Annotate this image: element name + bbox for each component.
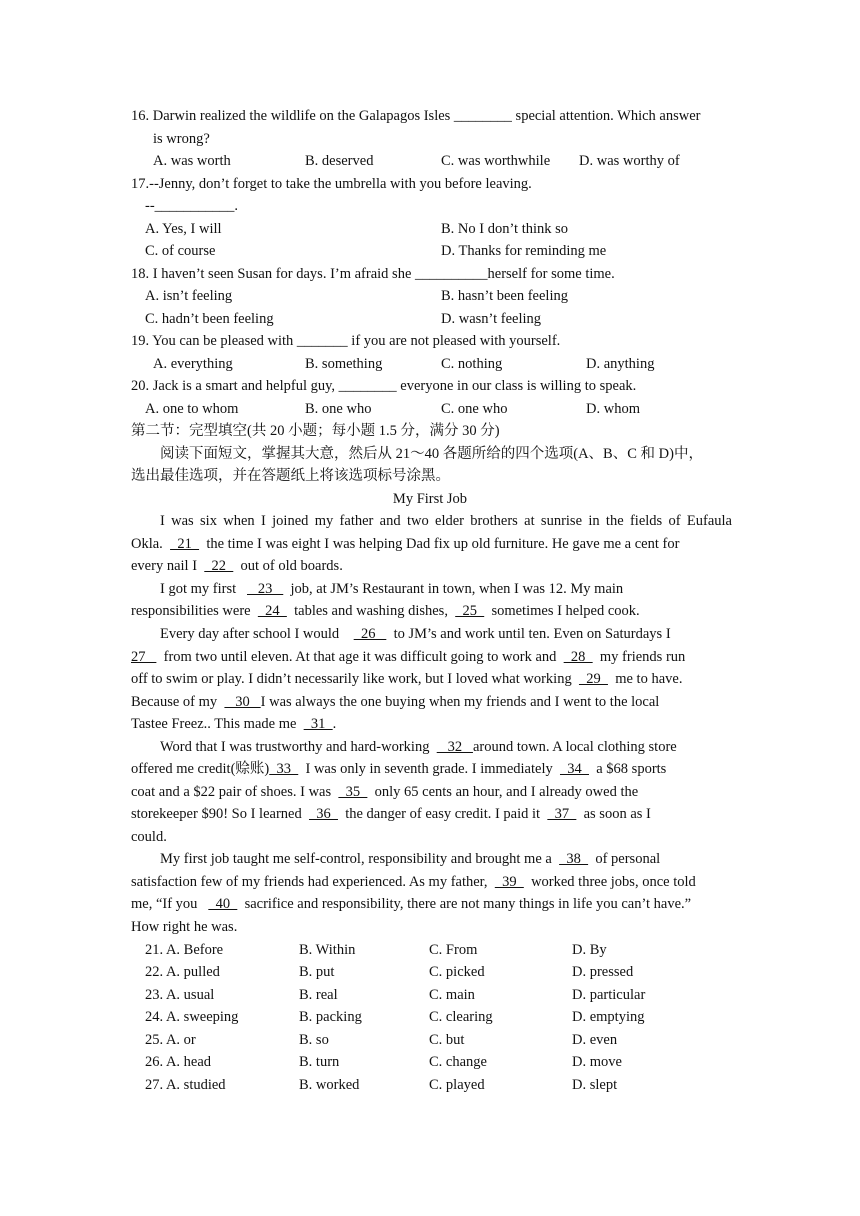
- q17-option-a: A. Yes, I will: [145, 221, 222, 237]
- option-a: 26. A. head: [145, 1054, 212, 1070]
- blank-29: 29: [578, 671, 608, 687]
- option-c: C. main: [429, 987, 475, 1003]
- blank-32: 32: [436, 739, 473, 755]
- option-a: 23. A. usual: [145, 987, 215, 1003]
- blank-26: 26: [353, 626, 387, 642]
- option-a: 24. A. sweeping: [145, 1009, 239, 1025]
- passage-p1-line3: every nail I 22 out of old boards.: [131, 558, 343, 574]
- question-17-answer-line: --___________.: [145, 198, 239, 214]
- passage-p2-line2: responsibilities were 24 tables and washing dishes, 25 sometimes I helped cook.: [131, 603, 640, 619]
- blank-35: 35: [338, 784, 368, 800]
- option-c: C. played: [429, 1077, 485, 1093]
- passage-p4-line2: offered me credit(赊账) 33 I was only in seventh grade. I immediately 34 a $68 sports: [131, 761, 667, 777]
- blank-38: 38: [559, 851, 589, 867]
- passage-p1-line2: Okla. 21 the time I was eight I was helping Dad fix up old furniture. He gave me a cent for: [131, 536, 680, 552]
- q19-option-c: C. nothing: [441, 356, 503, 372]
- option-c: C. clearing: [429, 1009, 493, 1025]
- question-18-stem: 18. I haven’t seen Susan for days. I’m afraid she __________herself for some time.: [131, 266, 615, 282]
- q16-option-d: D. was worthy of: [579, 153, 680, 169]
- option-d: D. emptying: [572, 1009, 645, 1025]
- passage-p2-line1: I got my first 23 job, at JM’s Restaurant in town, when I was 12. My main: [160, 581, 624, 597]
- q19-option-b: B. something: [305, 356, 383, 372]
- blank-36: 36: [308, 806, 338, 822]
- q17-option-d: D. Thanks for reminding me: [441, 243, 607, 259]
- blank-22: 22: [204, 558, 234, 574]
- q18-option-a: A. isn’t feeling: [145, 288, 233, 304]
- option-d: D. By: [572, 942, 607, 958]
- blank-28: 28: [563, 649, 593, 665]
- q20-option-a: A. one to whom: [145, 401, 239, 417]
- passage-p5-line4: How right he was.: [131, 919, 238, 935]
- q18-option-c: C. hadn’t been feeling: [145, 311, 274, 327]
- blank-31: 31: [303, 716, 333, 732]
- q16-option-b: B. deserved: [305, 153, 374, 169]
- q18-option-b: B. hasn’t been feeling: [441, 288, 568, 304]
- q19-option-d: D. anything: [586, 356, 655, 372]
- blank-37: 37: [547, 806, 577, 822]
- option-b: B. put: [299, 964, 335, 980]
- blank-24: 24: [257, 603, 287, 619]
- question-19-stem: 19. You can be pleased with _______ if you are not pleased with yourself.: [131, 333, 561, 349]
- option-c: C. but: [429, 1032, 465, 1048]
- question-16-stem: 16. Darwin realized the wildlife on the Galapagos Isles ________ special attention. Which answer: [131, 108, 701, 124]
- option-d: D. even: [572, 1032, 618, 1048]
- option-d: D. slept: [572, 1077, 618, 1093]
- option-c: C. picked: [429, 964, 485, 980]
- option-b: B. worked: [299, 1077, 360, 1093]
- option-c: C. From: [429, 942, 478, 958]
- q17-option-b: B. No I don’t think so: [441, 221, 569, 237]
- q20-option-d: D. whom: [586, 401, 640, 417]
- option-b: B. so: [299, 1032, 329, 1048]
- section-heading: 第二节：完型填空(共 20 小题；每小题 1.5 分，满分 30 分): [131, 423, 500, 439]
- passage-title: My First Job: [392, 491, 468, 507]
- q20-option-b: B. one who: [305, 401, 372, 417]
- passage-p3-line3: off to swim or play. I didn’t necessarily like work, but I loved what working 29 me to have.: [131, 671, 683, 687]
- q18-option-d: D. wasn’t feeling: [441, 311, 541, 327]
- passage-p4-line3: coat and a $22 pair of shoes. I was 35 only 65 cents an hour, and I already owed the: [131, 784, 639, 800]
- section-instructions-cont: 选出最佳选项，并在答题纸上将该选项标号涂黑。: [131, 468, 450, 484]
- option-a: 21. A. Before: [145, 942, 224, 958]
- option-b: B. packing: [299, 1009, 362, 1025]
- q19-option-a: A. everything: [153, 356, 233, 372]
- option-b: B. real: [299, 987, 338, 1003]
- passage-p4-line1: Word that I was trustworthy and hard-working 32 around town. A local clothing store: [160, 739, 677, 755]
- blank-39: 39: [494, 874, 524, 890]
- blank-30: 30: [224, 694, 261, 710]
- blank-21: 21: [170, 536, 200, 552]
- option-a: 22. A. pulled: [145, 964, 220, 980]
- passage-p5-line2: satisfaction few of my friends had experienced. As my father, 39 worked three jobs, once told: [131, 874, 696, 890]
- passage-p3-line1: Every day after school I would 26 to JM’s and work until ten. Even on Saturdays I: [160, 626, 671, 642]
- passage-p3-line5: Tastee Freez.. This made me 31 .: [131, 716, 337, 732]
- option-a: 25. A. or: [145, 1032, 196, 1048]
- blank-34: 34: [559, 761, 589, 777]
- question-16-stem-cont: is wrong?: [153, 131, 210, 147]
- blank-25: 25: [455, 603, 485, 619]
- blank-23: 23: [247, 581, 284, 597]
- q16-option-a: A. was worth: [153, 153, 231, 169]
- option-c: C. change: [429, 1054, 487, 1070]
- blank-40: 40: [208, 896, 238, 912]
- option-a: 27. A. studied: [145, 1077, 226, 1093]
- passage-p4-line4: storekeeper $90! So I learned 36 the danger of easy credit. I paid it 37 as soon as I: [131, 806, 651, 822]
- option-d: D. particular: [572, 987, 646, 1003]
- passage-p3-line4: Because of my 30 I was always the one buying when my friends and I went to the local: [131, 694, 660, 710]
- q17-option-c: C. of course: [145, 243, 216, 259]
- passage-p3-line2: 27 from two until eleven. At that age it was difficult going to work and 28 my friends run: [131, 649, 686, 665]
- option-d: D. move: [572, 1054, 622, 1070]
- option-b: B. Within: [299, 942, 356, 958]
- question-17-stem: 17.--Jenny, don’t forget to take the umbrella with you before leaving.: [131, 176, 532, 192]
- section-instructions: 阅读下面短文，掌握其大意，然后从 21～40 各题所给的四个选项(A、B、C 和 D)中，: [160, 446, 703, 462]
- passage-p5-line3: me, “If you 40 sacrifice and responsibility, there are not many things in life you can’t have.”: [131, 896, 692, 912]
- passage-p5-line1: My first job taught me self-control, responsibility and brought me a 38 of personal: [160, 851, 661, 867]
- option-d: D. pressed: [572, 964, 634, 980]
- q20-option-c: C. one who: [441, 401, 508, 417]
- blank-27: 27: [131, 649, 157, 665]
- passage-p1-line1: I was six when I joined my father and two elder brothers at sunrise in the fields of Eufaula: [160, 513, 732, 529]
- passage-p4-line5: could.: [131, 829, 167, 845]
- q16-option-c: C. was worthwhile: [441, 153, 551, 169]
- option-b: B. turn: [299, 1054, 340, 1070]
- question-20-stem: 20. Jack is a smart and helpful guy, ________ everyone in our class is willing to speak.: [131, 378, 637, 394]
- blank-33: 33: [269, 761, 299, 777]
